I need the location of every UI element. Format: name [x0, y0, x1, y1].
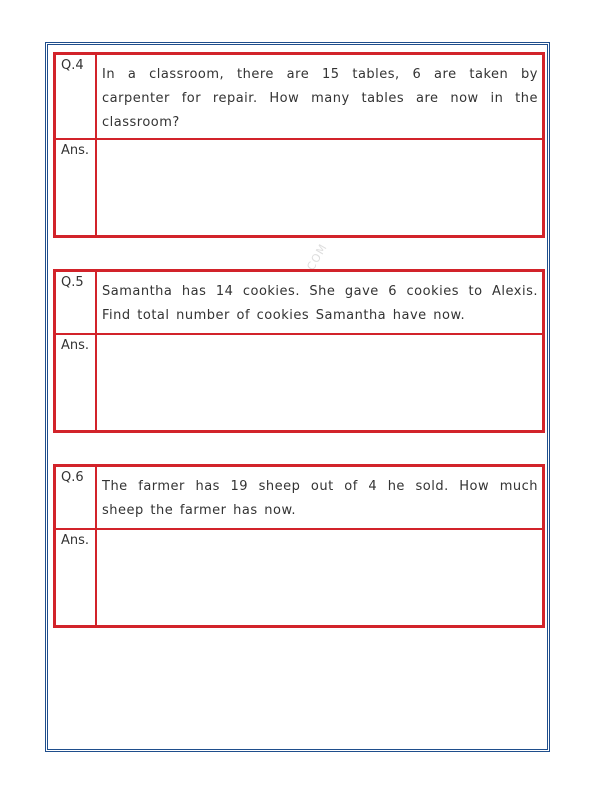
answer-area[interactable] — [97, 335, 542, 430]
question-row — [56, 467, 542, 530]
question-row — [56, 272, 542, 335]
question-block-6 — [53, 464, 545, 628]
answer-row — [56, 335, 542, 430]
answer-label: Ans. — [56, 140, 97, 235]
answer-area[interactable] — [97, 140, 542, 235]
question-block-4 — [53, 52, 545, 238]
question-text: In a classroom, there are 15 tables, 6 are taken by carpenter for repair. How many tables are now in the classroom? — [102, 67, 538, 130]
answer-area[interactable] — [97, 530, 542, 625]
question-number: Q.4 — [56, 55, 97, 138]
question-text: Samantha has 14 cookies. She gave 6 cookies to Alexis. Find total number of cookies Samantha have now. — [102, 284, 538, 323]
question-block-5 — [53, 269, 545, 433]
question-row — [56, 55, 542, 140]
question-text: The farmer has 19 sheep out of 4 he sold. How much sheep the farmer has now. — [102, 479, 538, 518]
answer-label: Ans. — [56, 530, 97, 625]
answer-label: Ans. — [56, 335, 97, 430]
answer-row — [56, 140, 542, 235]
question-number: Q.5 — [56, 272, 97, 333]
answer-row — [56, 530, 542, 625]
question-number: Q.6 — [56, 467, 97, 528]
